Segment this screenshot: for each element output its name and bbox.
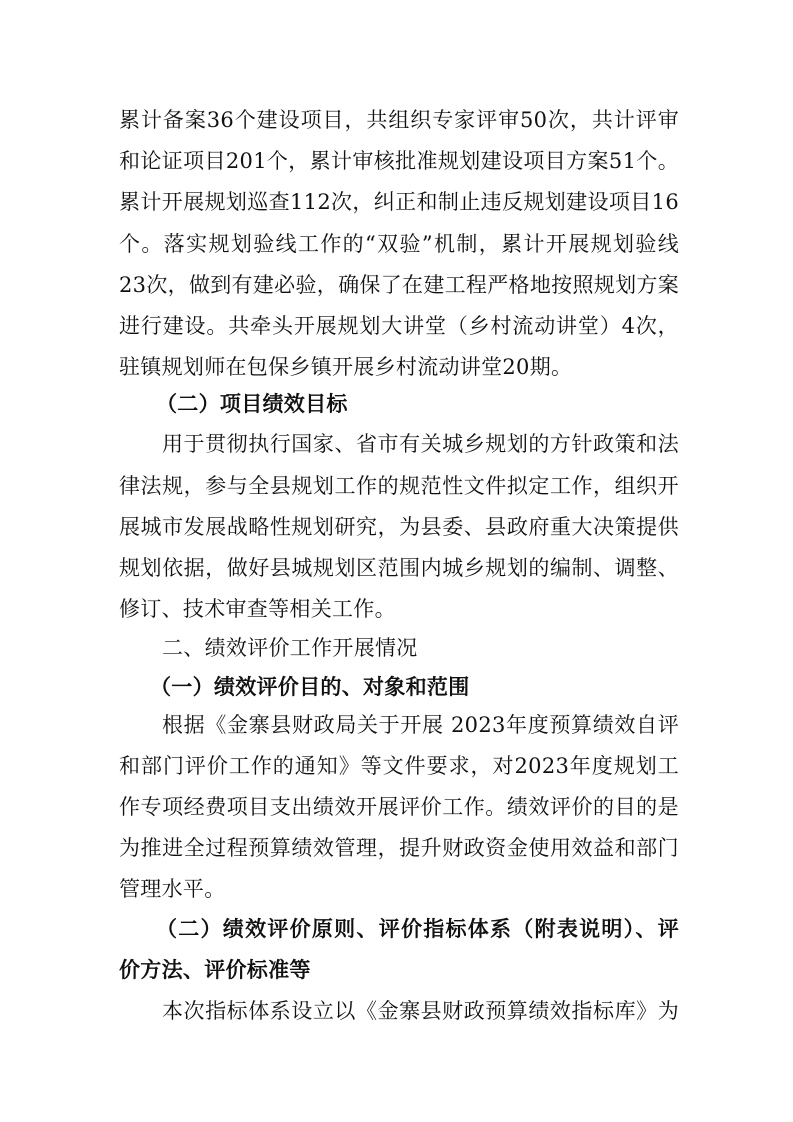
section-heading: （二）绩效评价原则、评价指标体系（附表说明）、评 bbox=[156, 916, 679, 941]
paragraph-line: 累计备案36个建设项目，共组织专家评审50次，共计评审 bbox=[119, 108, 679, 132]
paragraph-line: 根据《金寨县财政局关于开展 2023年度预算绩效自评 bbox=[162, 713, 679, 737]
section-heading: （二）项目绩效目标 bbox=[156, 391, 348, 416]
chapter-heading: 二、绩效评价工作开展情况 bbox=[162, 636, 418, 660]
paragraph-line: 23次，做到有建必验，确保了在建工程严格地按照规划方案 bbox=[119, 273, 679, 297]
section-heading-continued: 价方法、评价标准等 bbox=[119, 957, 311, 982]
paragraph-line: 本次指标体系设立以《金寨县财政预算绩效指标库》为 bbox=[162, 999, 679, 1023]
paragraph-line: 管理水平。 bbox=[119, 877, 226, 901]
paragraph-line: 规划依据，做好县城规划区范围内城乡规划的编制、调整、 bbox=[119, 556, 679, 580]
paragraph-line: 个。落实规划验线工作的“双验”机制，累计开展规划验线 bbox=[119, 232, 679, 256]
paragraph-line: 律法规，参与全县规划工作的规范性文件拟定工作，组织开 bbox=[119, 474, 679, 498]
paragraph-line: 为推进全过程预算绩效管理，提升财政资金使用效益和部门 bbox=[119, 836, 679, 860]
paragraph-line: 修订、技术审查等相关工作。 bbox=[119, 597, 396, 621]
paragraph-line: 进行建设。共牵头开展规划大讲堂（乡村流动讲堂）4次， bbox=[119, 314, 679, 338]
paragraph-line: 用于贯彻执行国家、省市有关城乡规划的方针政策和法 bbox=[162, 432, 679, 456]
paragraph-line: 和论证项目201个，累计审核批准规划建设项目方案51个。 bbox=[119, 149, 679, 173]
paragraph-line: 累计开展规划巡查112次，纠正和制止违反规划建设项目16 bbox=[119, 190, 679, 214]
paragraph-line: 和部门评价工作的通知》等文件要求，对2023年度规划工 bbox=[119, 754, 679, 778]
paragraph-line: 作专项经费项目支出绩效开展评价工作。绩效评价的目的是 bbox=[119, 795, 679, 819]
section-heading: （一）绩效评价目的、对象和范围 bbox=[150, 674, 470, 699]
paragraph-line: 驻镇规划师在包保乡镇开展乡村流动讲堂20期。 bbox=[119, 355, 573, 379]
paragraph-line: 展城市发展战略性规划研究，为县委、县政府重大决策提供 bbox=[119, 515, 679, 539]
